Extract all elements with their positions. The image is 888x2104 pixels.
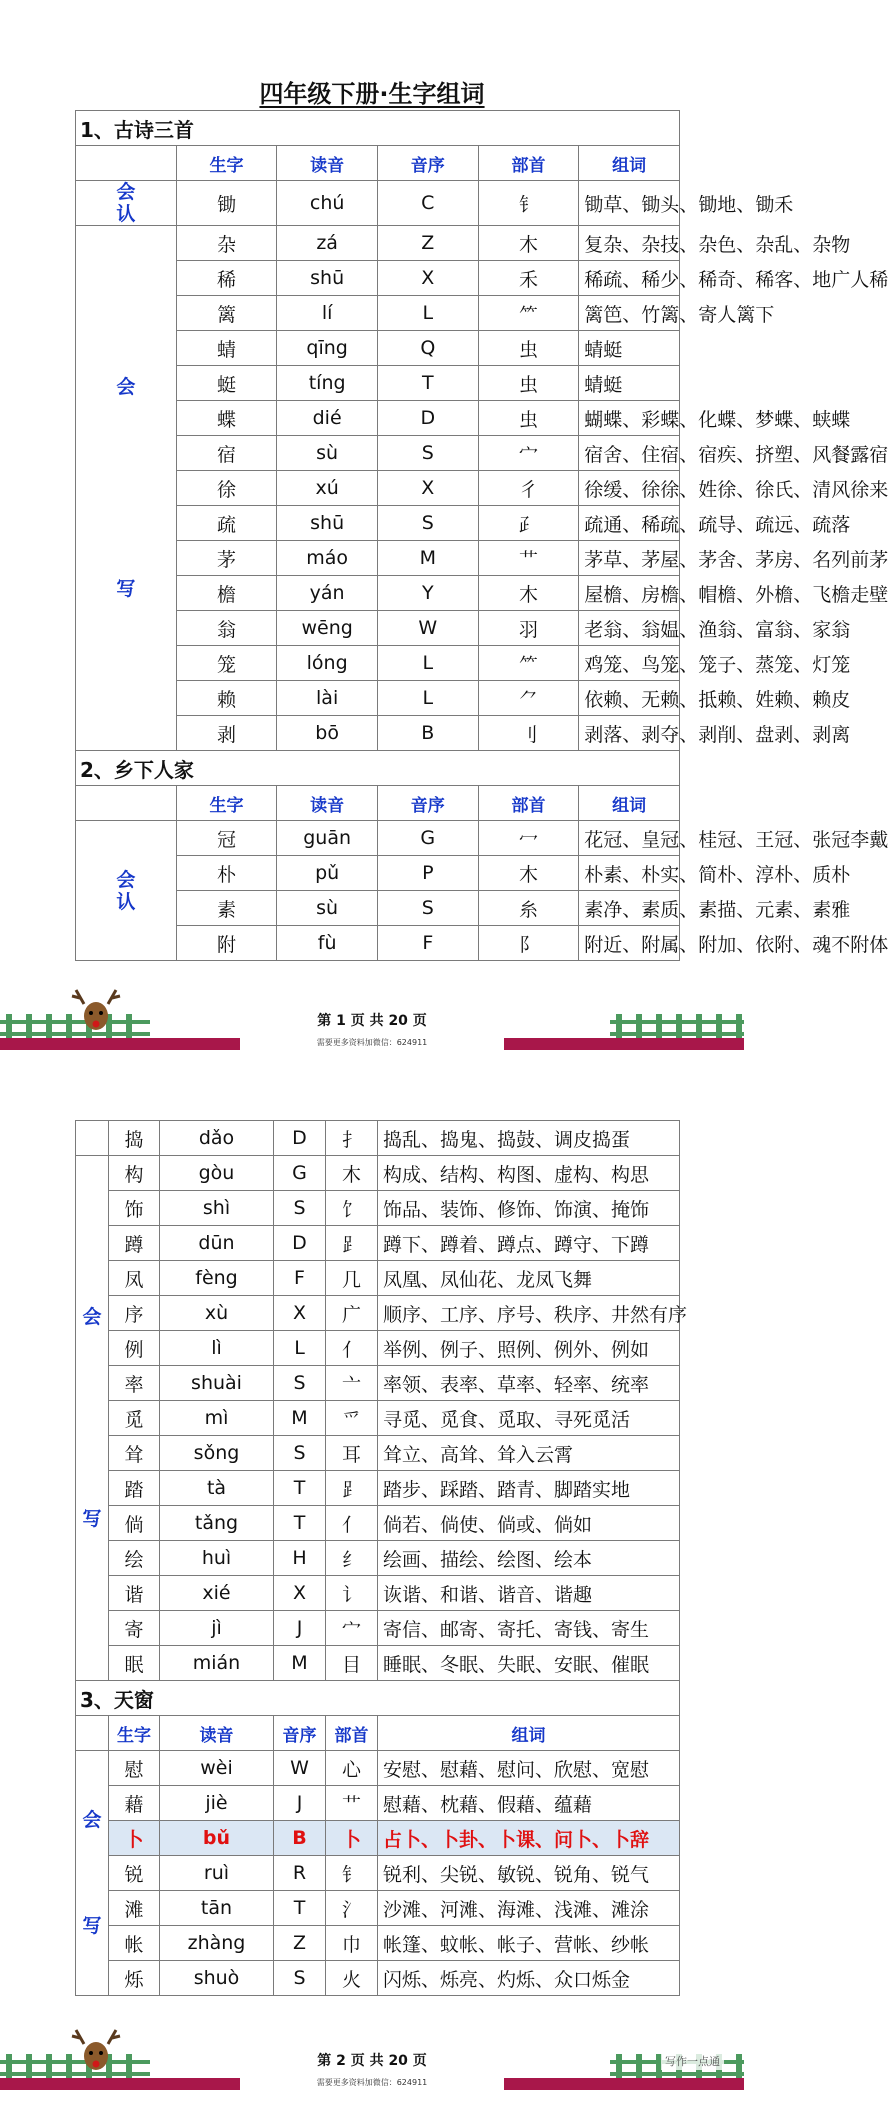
table-row — [76, 1121, 680, 1156]
table-row — [76, 1891, 680, 1926]
words-cell: 锐利、尖锐、敏锐、锐角、锐气 — [378, 1856, 680, 1891]
table-row — [76, 821, 680, 856]
radical-cell: 饣 — [326, 1191, 378, 1226]
words-cell: 依赖、无赖、抵赖、姓赖、赖皮 — [579, 681, 680, 716]
char-cell: 凤 — [109, 1261, 160, 1296]
header-row — [76, 1716, 680, 1751]
order-cell: H — [274, 1541, 326, 1576]
radical-cell: ⺪ — [478, 506, 579, 541]
char-cell: 蝶 — [176, 401, 277, 436]
char-cell: 赖 — [176, 681, 277, 716]
words-cell: 举例、例子、照例、例外、例如 — [378, 1331, 680, 1366]
radical-cell: 刂 — [478, 716, 579, 751]
vocab-table — [75, 1120, 688, 1996]
section-title: 2、乡下人家 — [76, 751, 680, 786]
table-row — [76, 1191, 680, 1226]
words-cell: 占卜、卜卦、卜课、问卜、卜辞 — [378, 1821, 680, 1856]
char-cell: 藉 — [109, 1786, 160, 1821]
words-cell: 沙滩、河滩、海滩、浅滩、滩涂 — [378, 1891, 680, 1926]
char-cell: 檐 — [176, 576, 277, 611]
pinyin-cell: shū — [277, 506, 378, 541]
table-row — [76, 1156, 680, 1191]
char-cell: 稀 — [176, 261, 277, 296]
char-cell: 率 — [109, 1366, 160, 1401]
char-cell: 眠 — [109, 1646, 160, 1681]
pinyin-cell: gòu — [160, 1156, 274, 1191]
pinyin-cell: zhàng — [160, 1926, 274, 1961]
words-cell: 剥落、剥夺、剥削、盘剥、剥离 — [579, 716, 680, 751]
pinyin-cell: bō — [277, 716, 378, 751]
pinyin-cell: wēng — [277, 611, 378, 646]
table-row — [76, 1926, 680, 1961]
words-cell: 顺序、工序、序号、秩序、井然有序 — [378, 1296, 680, 1331]
radical-cell: 木 — [326, 1156, 378, 1191]
char-cell: 锄 — [176, 181, 277, 226]
section-row — [76, 111, 680, 146]
pinyin-cell: bǔ — [160, 1821, 274, 1856]
pinyin-cell: shū — [277, 261, 378, 296]
pinyin-cell: guān — [277, 821, 378, 856]
header-radical: 部首 — [478, 146, 579, 181]
char-cell: 烁 — [109, 1961, 160, 1996]
radical-cell: ⻊ — [326, 1226, 378, 1261]
table-row — [76, 181, 680, 226]
table-row — [76, 1401, 680, 1436]
order-cell: T — [377, 366, 478, 401]
radical-cell: 火 — [326, 1961, 378, 1996]
group-label-top: 会 — [116, 868, 136, 891]
pinyin-cell: xù — [160, 1296, 274, 1331]
order-cell: S — [377, 436, 478, 471]
radical-cell: 耳 — [326, 1436, 378, 1471]
char-cell: 蹲 — [109, 1226, 160, 1261]
radical-cell: ⺮ — [478, 646, 579, 681]
order-cell: G — [274, 1156, 326, 1191]
pinyin-cell: shuò — [160, 1961, 274, 1996]
order-cell: W — [274, 1751, 326, 1786]
char-cell: 蜻 — [176, 331, 277, 366]
pinyin-cell: máo — [277, 541, 378, 576]
header-radical: 部首 — [478, 786, 579, 821]
group-label — [76, 1751, 109, 1996]
group-label-top: 会 — [82, 1306, 102, 1328]
table-row — [76, 1331, 680, 1366]
words-cell: 安慰、慰藉、慰问、欣慰、宽慰 — [378, 1751, 680, 1786]
pinyin-cell: dǎo — [160, 1121, 274, 1156]
order-cell: D — [274, 1121, 326, 1156]
order-cell: L — [377, 646, 478, 681]
radical-cell: 阝 — [478, 926, 579, 961]
group-label — [76, 181, 177, 226]
table-row — [76, 1541, 680, 1576]
char-cell: 附 — [176, 926, 277, 961]
table-row — [76, 1646, 680, 1681]
pinyin-cell: dié — [277, 401, 378, 436]
words-cell: 凤凰、凤仙花、龙凤飞舞 — [378, 1261, 680, 1296]
page-1 — [0, 0, 888, 1050]
radical-cell: 讠 — [326, 1576, 378, 1611]
order-cell: L — [377, 296, 478, 331]
words-cell: 率领、表率、草率、轻率、统率 — [378, 1366, 680, 1401]
words-cell: 附近、附属、附加、依附、魂不附体 — [579, 926, 680, 961]
char-cell: 饰 — [109, 1191, 160, 1226]
header-pinyin: 读音 — [277, 146, 378, 181]
header-order: 音序 — [377, 146, 478, 181]
header-order: 音序 — [274, 1716, 326, 1751]
pinyin-cell: zá — [277, 226, 378, 261]
header-char: 生字 — [176, 786, 277, 821]
radical-cell: 巾 — [326, 1926, 378, 1961]
radical-cell: 虫 — [478, 366, 579, 401]
char-cell: 徐 — [176, 471, 277, 506]
order-cell: D — [377, 401, 478, 436]
group-label-bottom: 写 — [82, 1508, 102, 1530]
group-label-top: 会 — [116, 181, 136, 203]
order-cell: S — [274, 1436, 326, 1471]
order-cell: Q — [377, 331, 478, 366]
table-row — [76, 1436, 680, 1471]
table-row — [76, 1611, 680, 1646]
table-row — [76, 1506, 680, 1541]
words-cell: 寻觅、觅食、觅取、寻死觅活 — [378, 1401, 680, 1436]
words-cell: 锄草、锄头、锄地、锄禾 — [579, 181, 680, 226]
radical-cell: 彳 — [478, 471, 579, 506]
radical-cell: 目 — [326, 1646, 378, 1681]
words-cell: 耸立、高耸、耸入云霄 — [378, 1436, 680, 1471]
char-cell: 踏 — [109, 1471, 160, 1506]
words-cell: 捣乱、捣鬼、捣鼓、调皮捣蛋 — [378, 1121, 680, 1156]
footer-note: 需要更多资料加微信：624911 — [316, 1038, 428, 1047]
char-cell: 宿 — [176, 436, 277, 471]
group-label-bottom: 写 — [116, 578, 136, 600]
radical-cell: 禾 — [478, 261, 579, 296]
section-row — [76, 1681, 680, 1716]
group-label-bottom: 认 — [116, 203, 136, 225]
pinyin-cell: sù — [277, 891, 378, 926]
header-order: 音序 — [377, 786, 478, 821]
order-cell: P — [377, 856, 478, 891]
pinyin-cell: pǔ — [277, 856, 378, 891]
pinyin-cell: lí — [277, 296, 378, 331]
char-cell: 翁 — [176, 611, 277, 646]
order-cell: J — [274, 1611, 326, 1646]
page-number: 第 2 页 共 20 页 — [317, 2053, 427, 2069]
order-cell: F — [377, 926, 478, 961]
order-cell: M — [274, 1401, 326, 1436]
group-label-top: 会 — [116, 376, 136, 398]
pinyin-cell: tíng — [277, 366, 378, 401]
pinyin-cell: lóng — [277, 646, 378, 681]
char-cell: 谐 — [109, 1576, 160, 1611]
radical-cell: 木 — [478, 226, 579, 261]
radical-cell: 艹 — [478, 541, 579, 576]
radical-cell: 爫 — [326, 1401, 378, 1436]
order-cell: W — [377, 611, 478, 646]
order-cell: R — [274, 1856, 326, 1891]
char-cell: 帐 — [109, 1926, 160, 1961]
pinyin-cell: ruì — [160, 1856, 274, 1891]
radical-cell: ⻊ — [326, 1471, 378, 1506]
char-cell: 觅 — [109, 1401, 160, 1436]
order-cell: M — [274, 1646, 326, 1681]
page-2 — [0, 1052, 744, 2104]
char-cell: 慰 — [109, 1751, 160, 1786]
words-cell: 复杂、杂技、杂色、杂乱、杂物 — [579, 226, 680, 261]
radical-cell: 糸 — [478, 891, 579, 926]
char-cell: 寄 — [109, 1611, 160, 1646]
char-cell: 剥 — [176, 716, 277, 751]
group-label — [76, 821, 177, 961]
vocab-table — [75, 110, 888, 961]
words-cell: 花冠、皇冠、桂冠、王冠、张冠李戴 — [579, 821, 680, 856]
table-row — [76, 1576, 680, 1611]
pinyin-cell: tà — [160, 1471, 274, 1506]
page-number: 第 1 页 共 20 页 — [317, 1013, 427, 1029]
radical-cell: 亻 — [326, 1506, 378, 1541]
order-cell: X — [274, 1296, 326, 1331]
header-pinyin: 读音 — [160, 1716, 274, 1751]
group-label-bottom: 认 — [116, 890, 136, 913]
order-cell: X — [377, 261, 478, 296]
table-row — [76, 1821, 680, 1856]
pinyin-cell: qīng — [277, 331, 378, 366]
radical-cell: ⺈ — [478, 681, 579, 716]
order-cell: T — [274, 1891, 326, 1926]
pinyin-cell: sù — [277, 436, 378, 471]
char-cell: 卜 — [109, 1821, 160, 1856]
radical-cell: 虫 — [478, 331, 579, 366]
pinyin-cell: lài — [277, 681, 378, 716]
table-row — [76, 1961, 680, 1996]
words-cell: 寄信、邮寄、寄托、寄钱、寄生 — [378, 1611, 680, 1646]
order-cell: S — [274, 1366, 326, 1401]
pinyin-cell: dūn — [160, 1226, 274, 1261]
pinyin-cell: jiè — [160, 1786, 274, 1821]
char-cell: 耸 — [109, 1436, 160, 1471]
words-cell: 朴素、朴实、简朴、淳朴、质朴 — [579, 856, 680, 891]
order-cell: J — [274, 1786, 326, 1821]
words-cell: 蹲下、蹲着、蹲点、蹲守、下蹲 — [378, 1226, 680, 1261]
group-label — [76, 226, 177, 751]
group-label — [76, 1121, 109, 1156]
char-cell: 例 — [109, 1331, 160, 1366]
header-radical: 部首 — [326, 1716, 378, 1751]
order-cell: M — [377, 541, 478, 576]
order-cell: F — [274, 1261, 326, 1296]
table-row — [76, 1366, 680, 1401]
radical-cell: 羽 — [478, 611, 579, 646]
words-cell: 蜻蜓 — [579, 331, 680, 366]
words-cell: 素净、素质、素描、元素、素雅 — [579, 891, 680, 926]
words-cell: 饰品、装饰、修饰、饰演、掩饰 — [378, 1191, 680, 1226]
table-row — [76, 1856, 680, 1891]
pinyin-cell: wèi — [160, 1751, 274, 1786]
words-cell: 屋檐、房檐、帽檐、外檐、飞檐走壁 — [579, 576, 680, 611]
words-cell: 诙谐、和谐、谐音、谐趣 — [378, 1576, 680, 1611]
pinyin-cell: lì — [160, 1331, 274, 1366]
words-cell: 老翁、翁媪、渔翁、富翁、家翁 — [579, 611, 680, 646]
radical-cell: 亻 — [326, 1331, 378, 1366]
table-row — [76, 226, 680, 261]
words-cell: 闪烁、烁亮、灼烁、众口烁金 — [378, 1961, 680, 1996]
document-title: 四年级下册·生字组词 — [259, 80, 485, 108]
words-cell: 蜻蜓 — [579, 366, 680, 401]
header-row — [76, 786, 680, 821]
radical-cell: 虫 — [478, 401, 579, 436]
radical-cell: 宀 — [478, 436, 579, 471]
order-cell: L — [274, 1331, 326, 1366]
order-cell: S — [377, 506, 478, 541]
words-cell: 踏步、踩踏、踏青、脚踏实地 — [378, 1471, 680, 1506]
pinyin-cell: mì — [160, 1401, 274, 1436]
radical-cell: 艹 — [326, 1786, 378, 1821]
words-cell: 倘若、倘使、倘或、倘如 — [378, 1506, 680, 1541]
order-cell: X — [377, 471, 478, 506]
section-title: 1、古诗三首 — [76, 111, 680, 146]
order-cell: S — [274, 1961, 326, 1996]
radical-cell: 扌 — [326, 1121, 378, 1156]
order-cell: T — [274, 1506, 326, 1541]
words-cell: 鸡笼、鸟笼、笼子、蒸笼、灯笼 — [579, 646, 680, 681]
header-row — [76, 146, 680, 181]
pinyin-cell: tǎng — [160, 1506, 274, 1541]
char-cell: 冠 — [176, 821, 277, 856]
table-row — [76, 1261, 680, 1296]
char-cell: 序 — [109, 1296, 160, 1331]
radical-cell: 木 — [478, 856, 579, 891]
words-cell: 蝴蝶、彩蝶、化蝶、梦蝶、蛱蝶 — [579, 401, 680, 436]
char-cell: 朴 — [176, 856, 277, 891]
table-row — [76, 1296, 680, 1331]
radical-cell: 纟 — [326, 1541, 378, 1576]
group-label-bottom: 写 — [82, 1915, 102, 1937]
order-cell: B — [377, 716, 478, 751]
pinyin-cell: tān — [160, 1891, 274, 1926]
words-cell: 睡眠、冬眠、失眠、安眠、催眠 — [378, 1646, 680, 1681]
group-label — [76, 1156, 109, 1681]
radical-cell: 钅 — [326, 1856, 378, 1891]
order-cell: C — [377, 181, 478, 226]
header-words: 组词 — [579, 146, 680, 181]
order-cell: Y — [377, 576, 478, 611]
order-cell: T — [274, 1471, 326, 1506]
char-cell: 构 — [109, 1156, 160, 1191]
char-cell: 素 — [176, 891, 277, 926]
footer-note: 需要更多资料加微信：624911 — [316, 2078, 428, 2087]
table-row — [76, 1226, 680, 1261]
char-cell: 滩 — [109, 1891, 160, 1926]
words-cell: 篱笆、竹篱、寄人篱下 — [579, 296, 680, 331]
order-cell: Z — [274, 1926, 326, 1961]
radical-cell: 冖 — [478, 821, 579, 856]
words-cell: 茅草、茅屋、茅舍、茅房、名列前茅 — [579, 541, 680, 576]
header-words: 组词 — [378, 1716, 680, 1751]
pinyin-cell: jì — [160, 1611, 274, 1646]
words-cell: 构成、结构、构图、虚构、构思 — [378, 1156, 680, 1191]
header-pinyin: 读音 — [277, 786, 378, 821]
pinyin-cell: mián — [160, 1646, 274, 1681]
words-cell: 慰藉、枕藉、假藉、蕴藉 — [378, 1786, 680, 1821]
order-cell: L — [377, 681, 478, 716]
char-cell: 疏 — [176, 506, 277, 541]
words-cell: 宿舍、住宿、宿疾、挤塑、风餐露宿 — [579, 436, 680, 471]
header-blank — [76, 1716, 109, 1751]
order-cell: G — [377, 821, 478, 856]
char-cell: 笼 — [176, 646, 277, 681]
table-row — [76, 1786, 680, 1821]
pinyin-cell: huì — [160, 1541, 274, 1576]
radical-cell: 宀 — [326, 1611, 378, 1646]
order-cell: B — [274, 1821, 326, 1856]
radical-cell: 钅 — [478, 181, 579, 226]
header-char: 生字 — [109, 1716, 160, 1751]
pinyin-cell: fù — [277, 926, 378, 961]
pinyin-cell: chú — [277, 181, 378, 226]
table-row — [76, 1751, 680, 1786]
group-label-top: 会 — [82, 1809, 102, 1831]
pinyin-cell: shuài — [160, 1366, 274, 1401]
char-cell: 锐 — [109, 1856, 160, 1891]
header-blank — [76, 786, 177, 821]
order-cell: X — [274, 1576, 326, 1611]
radical-cell: 木 — [478, 576, 579, 611]
header-char: 生字 — [176, 146, 277, 181]
radical-cell: ⺮ — [478, 296, 579, 331]
words-cell: 疏通、稀疏、疏导、疏远、疏落 — [579, 506, 680, 541]
char-cell: 杂 — [176, 226, 277, 261]
table-row — [76, 1471, 680, 1506]
order-cell: S — [377, 891, 478, 926]
order-cell: D — [274, 1226, 326, 1261]
order-cell: Z — [377, 226, 478, 261]
pinyin-cell: sǒng — [160, 1436, 274, 1471]
char-cell: 茅 — [176, 541, 277, 576]
radical-cell: 广 — [326, 1296, 378, 1331]
pinyin-cell: yán — [277, 576, 378, 611]
radical-cell: 心 — [326, 1751, 378, 1786]
words-cell: 稀疏、稀少、稀奇、稀客、地广人稀 — [579, 261, 680, 296]
radical-cell: 亠 — [326, 1366, 378, 1401]
radical-cell: 卜 — [326, 1821, 378, 1856]
pinyin-cell: fèng — [160, 1261, 274, 1296]
section-title: 3、天窗 — [76, 1681, 680, 1716]
char-cell: 捣 — [109, 1121, 160, 1156]
pinyin-cell: xú — [277, 471, 378, 506]
char-cell: 绘 — [109, 1541, 160, 1576]
pinyin-cell: xié — [160, 1576, 274, 1611]
header-blank — [76, 146, 177, 181]
char-cell: 倘 — [109, 1506, 160, 1541]
header-words: 组词 — [579, 786, 680, 821]
radical-cell: 氵 — [326, 1891, 378, 1926]
watermark: 写作一点通 — [661, 2052, 724, 2070]
pinyin-cell: shì — [160, 1191, 274, 1226]
words-cell: 绘画、描绘、绘图、绘本 — [378, 1541, 680, 1576]
char-cell: 蜓 — [176, 366, 277, 401]
radical-cell: 几 — [326, 1261, 378, 1296]
char-cell: 篱 — [176, 296, 277, 331]
words-cell: 帐篷、蚊帐、帐子、营帐、纱帐 — [378, 1926, 680, 1961]
order-cell: S — [274, 1191, 326, 1226]
words-cell: 徐缓、徐徐、姓徐、徐氏、清风徐来 — [579, 471, 680, 506]
section-row — [76, 751, 680, 786]
